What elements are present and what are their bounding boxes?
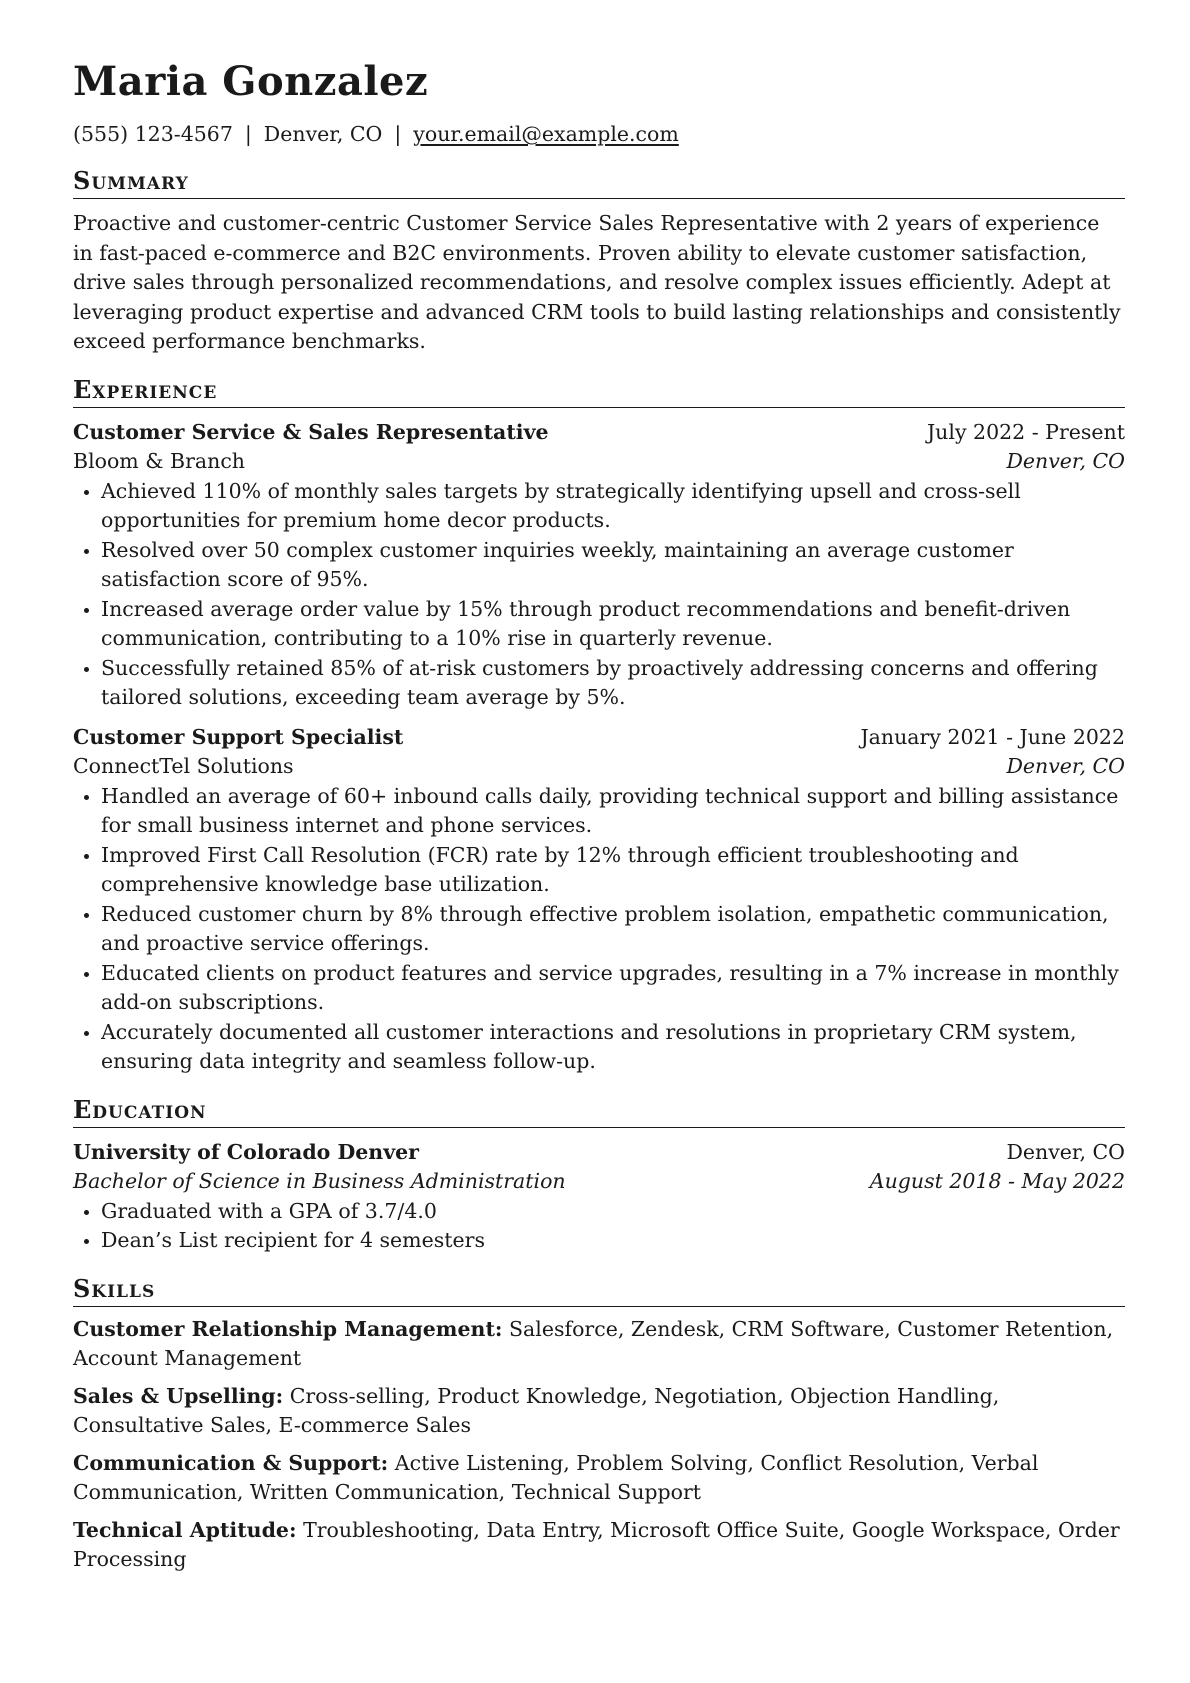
section-title-summary: Summary	[73, 166, 1125, 199]
education-bullet: • Graduated with a GPA of 3.7/4.0	[101, 1197, 1125, 1227]
job-bullets	[73, 477, 1125, 713]
job-location: Denver, CO	[1006, 449, 1125, 473]
contact-line	[73, 120, 1125, 148]
skill-group-items: Active Listening, Problem Solving, Conflict Resolution, Verbal Communication, Written Communication, Technical Support	[73, 1450, 1039, 1504]
skill-group-label: Communication & Support:	[73, 1450, 389, 1475]
education-bullet: • Dean’s List recipient for 4 semesters	[101, 1226, 1125, 1256]
education-subheader	[73, 1167, 1125, 1197]
education-dates: August 2018 - May 2022	[869, 1169, 1125, 1193]
section-title-education: Education	[73, 1095, 1125, 1128]
job-role: Customer Service & Sales Representative	[73, 419, 549, 444]
skill-group-items: Salesforce, Zendesk, CRM Software, Customer Retention, Account Management	[73, 1316, 1114, 1370]
job-bullet: • Educated clients on product features and service upgrades, resulting in a 7% increase in monthly add-on subscriptions.	[101, 959, 1125, 1018]
job-bullet: • Achieved 110% of monthly sales targets by strategically identifying upsell and cross-sell opportunities for premium home decor products.	[101, 477, 1125, 536]
education-entry	[73, 1138, 1125, 1256]
skill-group	[73, 1449, 1125, 1508]
job-header	[73, 418, 1125, 448]
job-bullet: • Resolved over 50 complex customer inquiries weekly, maintaining an average customer satisfaction score of 95%.	[101, 536, 1125, 595]
skill-group	[73, 1516, 1125, 1575]
job-subheader	[73, 447, 1125, 477]
job-bullet: • Handled an average of 60+ inbound calls daily, providing technical support and billing assistance for small business internet and phone services.	[101, 782, 1125, 841]
skill-group	[73, 1382, 1125, 1441]
resume-content	[73, 58, 1125, 1575]
skill-group-label: Sales & Upselling:	[73, 1383, 284, 1408]
job-bullet: • Reduced customer churn by 8% through effective problem isolation, empathetic communication, and proactive service offerings.	[101, 900, 1125, 959]
contact-separator: |	[244, 122, 252, 146]
job-entry	[73, 723, 1125, 1077]
job-dates: January 2021 - June 2022	[860, 724, 1125, 749]
skill-group-label: Customer Relationship Management:	[73, 1316, 503, 1341]
skill-group-label: Technical Aptitude:	[73, 1517, 297, 1542]
section-title-experience: Experience	[73, 375, 1125, 408]
job-subheader	[73, 752, 1125, 782]
contact-location: Denver, CO	[263, 122, 383, 146]
summary-text: Proactive and customer-centric Customer Service Sales Representative with 2 years of experience in fast-paced e-commerce and B2C environments. Proven ability to elevate customer satisfaction, drive sales through personalized recommendations, and resolve complex issues efficiently. Adept at leveraging product expertise and advanced CRM tools to build lasting relationships and consistently exceed performance benchmarks.	[73, 211, 1121, 353]
job-entry	[73, 418, 1125, 713]
education-header	[73, 1138, 1125, 1168]
school-location: Denver, CO	[1006, 1139, 1125, 1164]
candidate-name: Maria Gonzalez	[73, 58, 429, 105]
job-role: Customer Support Specialist	[73, 724, 404, 749]
phone-number: (555) 123-4567	[73, 122, 233, 146]
contact-separator: |	[394, 122, 402, 146]
job-bullet: • Increased average order value by 15% through product recommendations and benefit-driven communication, contributing to a 10% rise in quarterly revenue.	[101, 595, 1125, 654]
job-bullet: • Improved First Call Resolution (FCR) rate by 12% through efficient troubleshooting and comprehensive knowledge base utilization.	[101, 841, 1125, 900]
skill-group-items: Troubleshooting, Data Entry, Microsoft Office Suite, Google Workspace, Order Processing	[73, 1517, 1120, 1571]
section-title-skills: Skills	[73, 1274, 1125, 1307]
email-link[interactable]: your.email@example.com	[413, 122, 679, 146]
school-name: University of Colorado Denver	[73, 1139, 419, 1164]
job-bullet: • Accurately documented all customer interactions and resolutions in proprietary CRM system, ensuring data integrity and seamless follow-up.	[101, 1018, 1125, 1077]
job-company: Bloom & Branch	[73, 449, 245, 473]
job-location: Denver, CO	[1006, 754, 1125, 778]
skill-group	[73, 1315, 1125, 1374]
skill-group-items: Cross-selling, Product Knowledge, Negotiation, Objection Handling, Consultative Sales, E-commerce Sales	[73, 1383, 1000, 1437]
job-company: ConnectTel Solutions	[73, 754, 294, 778]
job-bullet: • Successfully retained 85% of at-risk customers by proactively addressing concerns and offering tailored solutions, exceeding team average by 5%.	[101, 654, 1125, 713]
job-dates: July 2022 - Present	[926, 419, 1125, 444]
job-header	[73, 723, 1125, 753]
job-bullets	[73, 782, 1125, 1077]
education-bullets	[73, 1197, 1125, 1256]
degree-name: Bachelor of Science in Business Administration	[73, 1169, 566, 1193]
